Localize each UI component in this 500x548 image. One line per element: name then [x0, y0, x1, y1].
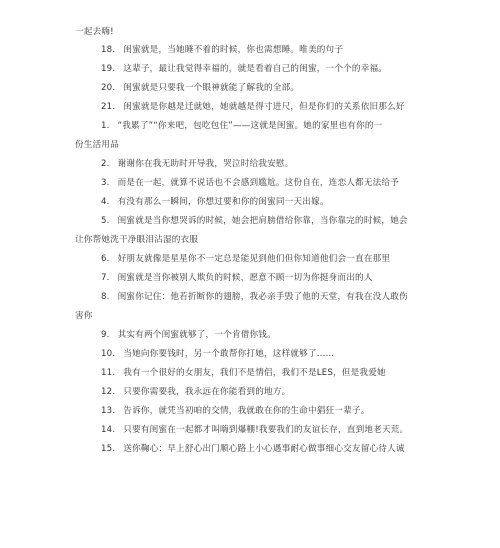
item-number: 21. [101, 102, 116, 112]
list-item [101, 405, 370, 417]
item-text: 我有一个很好的女朋友，我们不是情侣，我们不是LES，但是我爱她 [123, 368, 386, 378]
item-number: 8. [101, 292, 110, 302]
item-text: 闺蜜就是当你想哭诉的时候，她会把肩膀借给你靠，当你靠完的时候，她会 [117, 216, 408, 226]
item-text: 只要有闺蜜在一起都才叫嗨到爆棚!我要我们的友谊长存，直到地老天荒。 [123, 425, 409, 435]
item-number: 18. [101, 45, 116, 55]
item-text: 只要你需要我，我永远在你能看到的地方。 [123, 387, 291, 397]
item-text: 而是在一起，就算不说话也不会感到尴尬。这份自在，连恋人都无法给予 [117, 178, 400, 188]
item-text: 闺蜜就是你越是迁就她，她就越是得寸进尺，但是你们的关系依旧那么好 [123, 102, 405, 112]
item-number: 1. [101, 121, 110, 131]
item-text: 告诉你，就凭当初咱的交情，我就敢在你的生命中猖狂一辈子。 [123, 406, 370, 416]
list-item [101, 272, 373, 284]
item-text: 有没有那么一瞬间，你想过要和你的闺蜜同一天出嫁。 [117, 197, 329, 207]
list-item [101, 44, 343, 56]
list-item [101, 424, 408, 436]
item-number: 2. [101, 159, 110, 169]
list-item [101, 82, 299, 94]
list-item [101, 386, 290, 398]
item-number: 14. [101, 425, 116, 435]
item-number: 9. [101, 330, 110, 340]
item-text: 谢谢你在我无助时开导我，哭泣时给我安慰。 [117, 159, 294, 169]
list-item [101, 329, 276, 341]
list-item [101, 158, 294, 170]
item-number: 6. [101, 254, 110, 264]
item-number: 3. [101, 178, 110, 188]
item-number: 19. [101, 64, 116, 74]
item-number: 5. [101, 216, 110, 226]
item-number: 13. [101, 406, 116, 416]
text-line: 一起去嗨! [75, 27, 114, 37]
item-number: 4. [101, 197, 110, 207]
item-number: 12. [101, 387, 116, 397]
item-text: “我累了”“你来吧，包吃包住”——这就是闺蜜。她的家里也有你的一 [117, 121, 383, 131]
item-number: 11. [101, 368, 116, 378]
item-text: 这辈子，最让我觉得幸福的，就是看着自己的闺蜜，一个个的幸福。 [123, 64, 388, 74]
item-number: 10. [101, 349, 116, 359]
item-text: 闺蜜就是当你被别人欺负的时候，愿意不顾一切为你挺身而出的人 [117, 273, 373, 283]
item-text: 送你鞠心：早上舒心出门顺心路上小心遇事耐心做事细心交友留心待人诚 [123, 444, 405, 454]
item-text: 闺蜜你记住：他若折断你的翅膀，我必亲手毁了他的天堂，有我在没人敢伤 [117, 292, 408, 302]
list-item [101, 63, 387, 75]
list-item [101, 348, 334, 360]
text-line: 份生活用品 [75, 140, 119, 150]
item-number: 15. [101, 444, 116, 454]
list-item [101, 291, 408, 303]
item-text: 好朋友就像是星星你不一定总是能见到他们但你知道他们会一直在那里 [117, 254, 391, 264]
text-line: 害你 [75, 311, 93, 321]
item-number: 7. [101, 273, 110, 283]
list-item [101, 253, 390, 265]
item-text: 其实有两个闺蜜就够了，一个肯借你钱。 [117, 330, 276, 340]
list-item [101, 120, 382, 132]
item-text: 闺蜜就是，当她睡不着的时候，你也需想睡。唯美的句子 [123, 45, 344, 55]
list-item [101, 443, 405, 455]
list-item [101, 196, 329, 208]
item-text: 当她向你要钱时，另一个敢帮你打她，这样就够了…… [123, 349, 335, 359]
list-item [101, 215, 408, 227]
item-text: 闺蜜就是只要我一个眼神就能了解我的全部。 [123, 83, 300, 93]
list-item [101, 177, 399, 189]
text-line: 让你帮她洗干净眼泪沾湿的衣服 [75, 235, 199, 245]
list-item [101, 367, 386, 379]
list-item [101, 101, 405, 113]
item-number: 20. [101, 83, 116, 93]
